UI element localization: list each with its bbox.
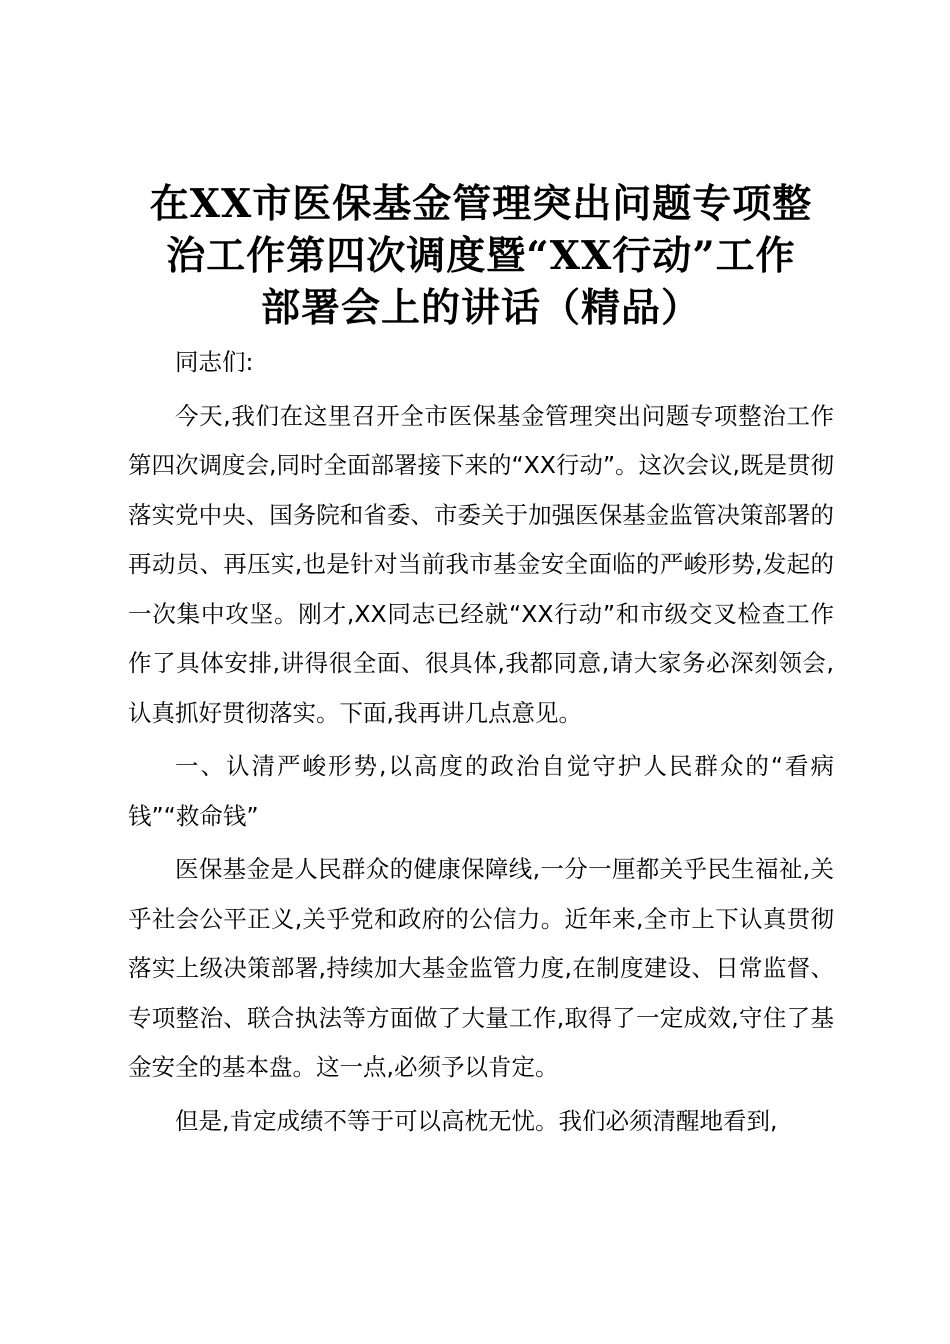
title-line-3: 部署会上的讲话（精品）	[260, 285, 701, 331]
document-page	[128, 178, 834, 1150]
section-heading-1: 一、认清严峻形势,以高度的政治自觉守护人民群众的“看病钱”“救命钱”	[128, 752, 834, 830]
title-line-2: 治工作第四次调度暨“XX行动”工作	[166, 233, 796, 279]
document-title	[128, 178, 834, 334]
paragraph-however: 但是,肯定成绩不等于可以高枕无忧。我们必须清醒地看到,	[175, 1106, 778, 1135]
paragraph-opening: 今天,我们在这里召开全市医保基金管理突出问题专项整治工作第四次调度会,同时全面部署接下来的“XX行动”。这次会议,既是贯彻落实党中央、国务院和省委、市委关于加强医保基金监管决策部署的再动员、再压实,也是针对当前我市基金安全面临的严峻形势,发起的一次集中攻坚。刚才,XX同志已经就“XX行动”和市级交叉检查工作作了具体安排,讲得很全面、很具体,我都同意,请大家务必深刻领会,认真抓好贯彻落实。下面,我再讲几点意见。	[128, 401, 834, 727]
title-line-1: 在XX市医保基金管理突出问题专项整	[149, 181, 813, 227]
paragraph-fund-importance: 医保基金是人民群众的健康保障线,一分一厘都关乎民生福祉,关乎社会公平正义,关乎党和政府的公信力。近年来,全市上下认真贯彻落实上级决策部署,持续加大基金监管力度,在制度建设、日常监督、专项整治、联合执法等方面做了大量工作,取得了一定成效,守住了基金安全的基本盘。这一点,必须予以肯定。	[128, 855, 834, 1081]
salutation: 同志们:	[175, 348, 254, 376]
